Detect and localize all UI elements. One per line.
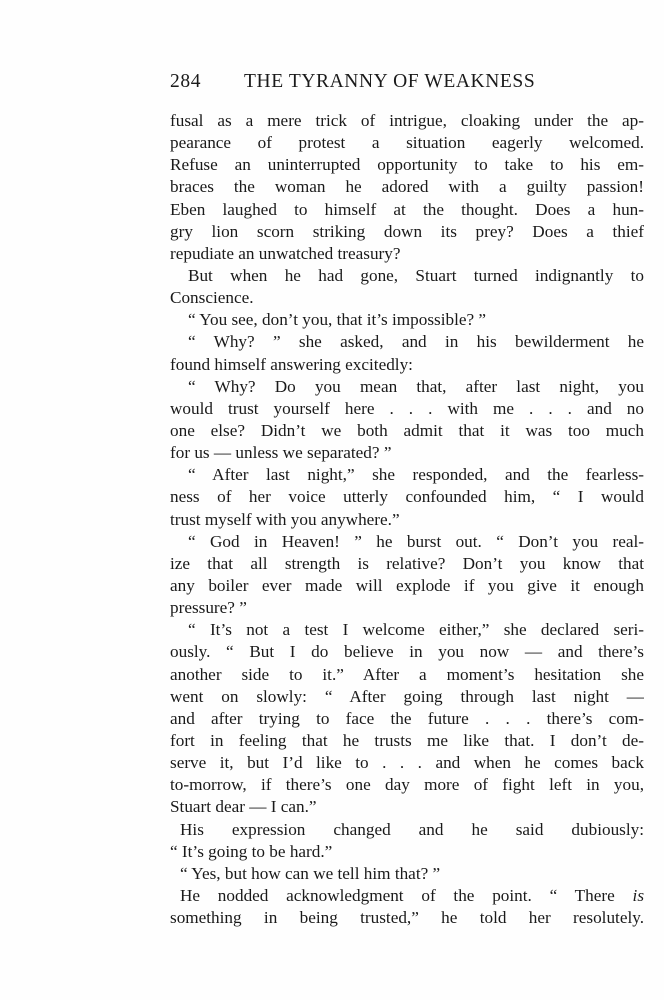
text-line: repudiate an unwatched treasury? [170,243,401,263]
text-line: for us — unless we separated? ” [170,443,392,463]
text-run: He nodded acknowledgment of the point. “ There [180,885,615,905]
text-line-with-italic [170,885,644,907]
text-line: ness of her voice utterly confounded him, “ I would [170,487,644,507]
text-line: Stuart dear — I can.” [170,797,317,817]
text-line: serve it, but I’d like to . . . and when he comes back [170,753,644,773]
text-line: pressure? ” [170,598,247,618]
text-line: But when he had gone, Stuart turned indignantly to [188,265,644,285]
text-line: to-morrow, if there’s one day more of fight left in you, [170,775,644,795]
body-text [170,110,644,929]
text-line: ously. “ But I do believe in you now — and there’s [170,642,644,662]
text-line: trust myself with you anywhere.” [170,509,400,529]
running-head [170,71,644,97]
text-line: “ After last night,” she responded, and the fearless- [188,465,644,485]
text-line: something in being trusted,” he told her resolutely. [170,908,644,928]
text-line: went on slowly: “ After going through last night — [170,686,644,706]
text-line: “ Yes, but how can we tell him that? ” [180,863,441,883]
text-line: another side to it.” After a moment’s hesitation she [170,664,644,684]
text-line: Conscience. [170,288,254,308]
text-line: would trust yourself here . . . with me . . . and no [170,398,644,418]
text-line: gry lion scorn striking down its prey? Does a thief [170,221,644,241]
text-line: fusal as a mere trick of intrigue, cloaking under the ap- [170,111,644,130]
text-line: “ Why? ” she asked, and in his bewilderment he [188,332,644,352]
text-line: ize that all strength is relative? Don’t you know that [170,553,644,573]
text-line: pearance of protest a situation eagerly welcomed. [170,133,644,153]
text-line: Refuse an uninterrupted opportunity to take to his em- [170,155,644,175]
text-line: one else? Didn’t we both admit that it was too much [170,420,644,440]
italic-word: is [632,885,644,905]
text-line: found himself answering excitedly: [170,354,413,374]
running-title: THE TYRANNY OF WEAKNESS [244,71,536,92]
text-line: “ It’s going to be hard.” [170,841,333,861]
text-line: any boiler ever made will explode if you give it enough [170,575,644,595]
text-line: “ You see, don’t you, that it’s impossible? ” [188,310,487,330]
text-line: “ Why? Do you mean that, after last night, you [188,376,644,396]
text-line: Eben laughed to himself at the thought. Does a hun- [170,199,644,219]
text-line: fort in feeling that he trusts me like that. I don’t de- [170,730,644,750]
page-number: 284 [170,71,202,92]
text-line: His expression changed and he said dubiously: [180,819,644,839]
text-line: braces the woman he adored with a guilty passion! [170,177,644,197]
text-line: and after trying to face the future . . . there’s com- [170,708,644,728]
text-line: “ God in Heaven! ” he burst out. “ Don’t you real- [188,531,644,551]
text-line: “ It’s not a test I welcome either,” she declared seri- [188,620,644,640]
